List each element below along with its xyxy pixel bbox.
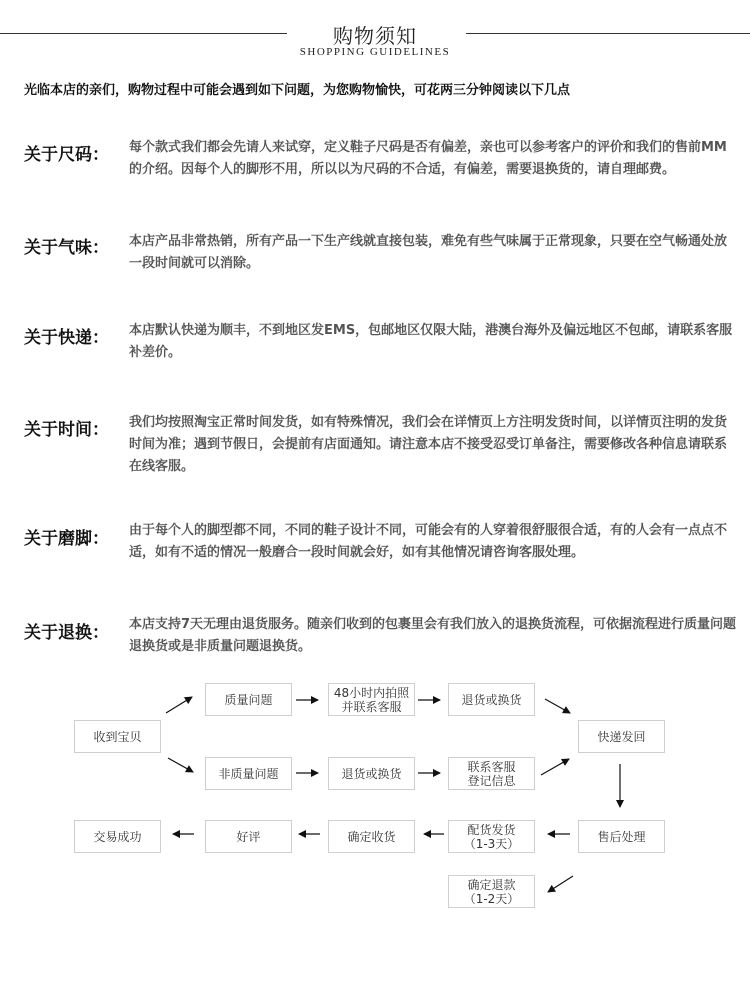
page-subtitle: SHOPPING GUIDELINES [299,46,451,58]
flow-step-after-sales-label: 售后处理 [597,829,646,844]
flow-step-contact-line1: 联系客服 [467,759,516,774]
flow-step-courier-return-label: 快递发回 [597,729,646,744]
flow-step-refund-line2: （1-2天） [463,891,520,906]
flow-step-good-review-label: 好评 [236,829,261,844]
flow-step-contact-line2: 登记信息 [467,773,516,788]
section-size-title: 关于尺码： [24,145,109,165]
flow-step-ship [448,820,535,853]
intro-text: 光临本店的亲们，购物过程中可能会遇到如下问题，为您购物愉快，可花两三分钟阅读以下几点 [24,83,571,98]
arrow-return-to-courier [545,699,570,713]
flow-step-contact-register [448,757,535,790]
flow-step-return-exchange-a [328,757,415,790]
flow-step-receive-label: 收到宝贝 [93,729,142,744]
flow-step-photo-contact [328,683,415,716]
flow-step-refund [448,875,535,908]
page-title: 购物须知 [333,24,417,48]
flow-step-quality-issue-label: 质量问题 [224,692,273,707]
flow-step-quality-issue [205,683,292,716]
flow-step-deal-done [74,820,161,853]
section-size-body: 每个款式我们都会先请人来试穿，定义鞋子尺码是否有偏差，亲也可以参考客户的评价和我们的售前MM的介绍。因每个人的脚形不用，所以以为尺码的不合适，有偏差，需要退换货的，请自理邮费。 [129,140,727,177]
section-time-body: 我们均按照淘宝正常时间发货，如有特殊情况，我们会在详情页上方注明发货时间，以详情页注明的发货时间为准；遇到节假日，会提前有店面通知。请注意本店不接受忍受订单备注，需要修改各种信息请联系在线客服。 [129,415,728,474]
flow-step-confirm-receipt-label: 确定收货 [347,829,396,844]
section-smell-body: 本店产品非常热销，所有产品一下生产线就直接包装，难免有些气味属于正常现象，只要在空气畅通处放一段时间就可以消除。 [129,234,728,271]
flow-step-receive [74,720,161,753]
arrow-contact-to-courier [541,759,569,775]
flow-step-ship-line2: （1-3天） [463,836,520,851]
flow-step-courier-return [578,720,665,753]
flow-step-refund-line1: 确定退款 [467,877,516,892]
arrow-aftersales-to-refund [548,876,573,892]
arrow-receive-to-nonquality [168,758,193,772]
flow-step-return-exchange-b-label: 退货或换货 [461,692,522,707]
section-delivery-body: 本店默认快递为顺丰，不到地区发EMS，包邮地区仅限大陆，港澳台海外及偏远地区不包邮，请联系客服补差价。 [129,323,733,360]
section-blister-body: 由于每个人的脚型都不同，不同的鞋子设计不同，可能会有的人穿着很舒服很合适，有的人会有一点点不适，如有不适的情况一般磨合一段时间就会好，如有其他情况请咨询客服处理。 [129,523,728,560]
flow-step-photo-line1: 48小时内拍照 [333,685,410,700]
flow-step-ship-line1: 配货发货 [467,822,516,837]
section-delivery-title: 关于快递： [24,328,109,348]
flow-step-confirm-receipt [328,820,415,853]
section-return-title: 关于退换： [24,623,109,643]
section-time-title: 关于时间： [24,420,109,440]
flow-step-return-exchange-a-label: 退货或换货 [341,766,402,781]
flow-step-after-sales [578,820,665,853]
section-return-body: 本店支持7天无理由退货服务。随亲们收到的包裹里会有我们放入的退换货流程，可依据流程进行质量问题退换货或是非质量问题退换货。 [129,617,737,654]
flow-step-nonquality-issue [205,757,292,790]
flow-step-deal-done-label: 交易成功 [93,829,142,844]
flow-step-good-review [205,820,292,853]
section-blister-title: 关于磨脚： [24,529,109,549]
arrow-receive-to-quality [166,697,192,713]
section-smell-title: 关于气味： [24,238,109,258]
flow-step-return-exchange-b [448,683,535,716]
flow-step-photo-line2: 并联系客服 [341,699,402,714]
flow-step-nonquality-issue-label: 非质量问题 [218,766,279,781]
